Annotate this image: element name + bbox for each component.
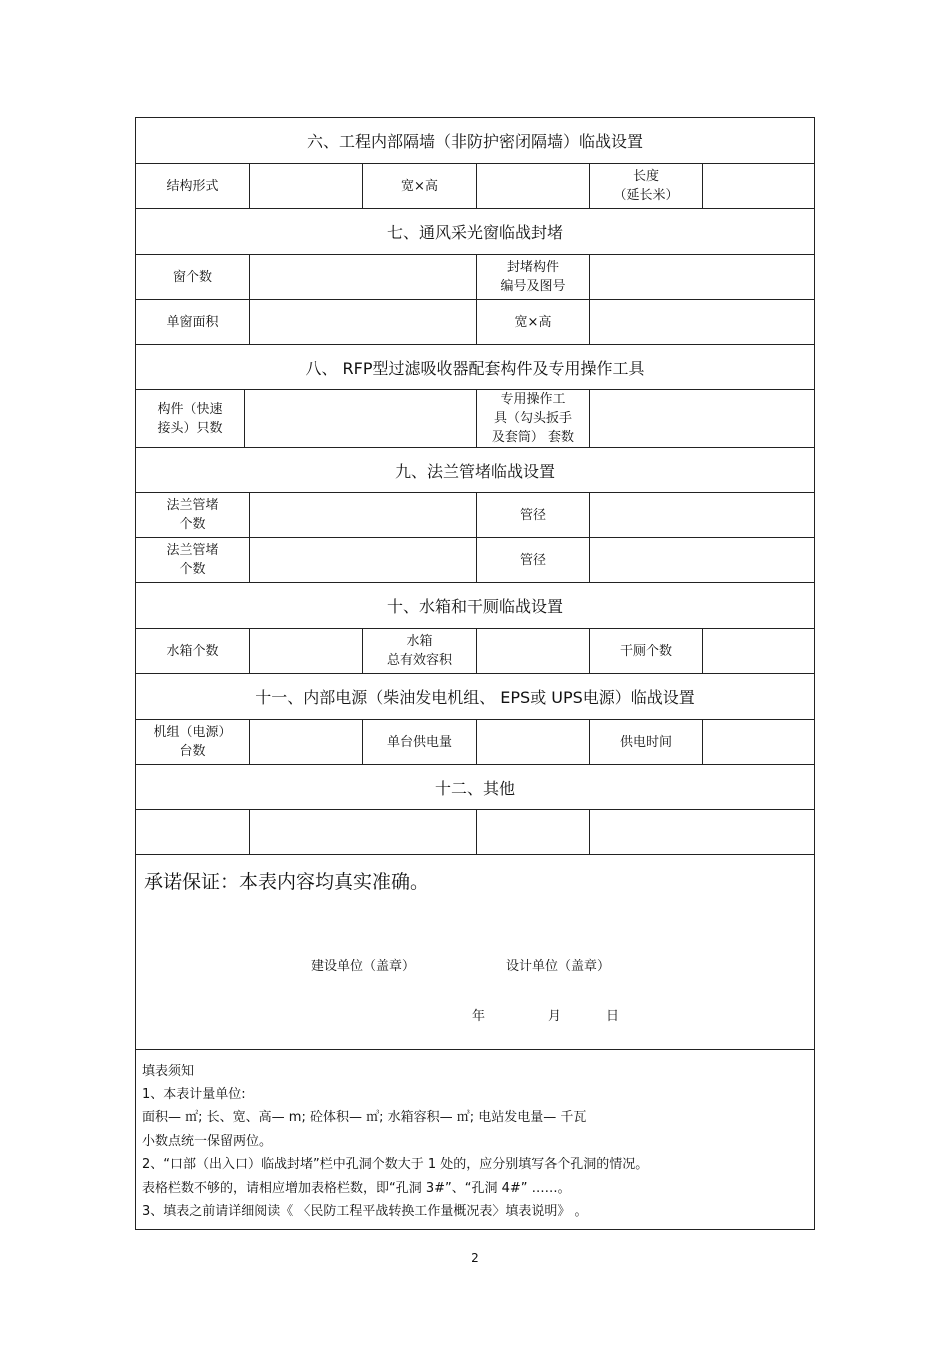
input-structure-form[interactable] [250, 164, 363, 208]
input-seal-component[interactable] [590, 255, 814, 299]
section-8-header [136, 345, 814, 390]
other-cell-3[interactable] [477, 810, 590, 854]
input-supply-time[interactable] [703, 720, 814, 764]
input-toilet-count[interactable] [703, 629, 814, 673]
label-tools: 专用操作工 具（勾头扳手 及套筒） 套数 [477, 390, 590, 447]
section-9-title: 九、法兰管堵临战设置 [394, 461, 555, 481]
input-width-height[interactable] [477, 164, 590, 208]
section-10-title: 十、水箱和干厕临战设置 [386, 597, 563, 616]
input-flange-count-2[interactable] [250, 538, 477, 582]
input-pipe-diameter-1[interactable] [590, 493, 814, 537]
label-tank-count: 水箱个数 [136, 629, 250, 673]
section-8-row [136, 390, 814, 448]
pledge-block [136, 855, 814, 1050]
section-11-title: 十一、内部电源（柴油发电机组、 EPS或 UPS电源）临战设置 [255, 688, 695, 707]
label-seal-component: 封堵构件 编号及图号 [477, 255, 590, 299]
instructions-heading: 填表须知 [142, 1064, 195, 1079]
label-flange-count-1: 法兰管堵 个数 [136, 493, 250, 537]
other-cell-1[interactable] [136, 810, 250, 854]
design-unit-seal: 设计单位（盖章） [506, 959, 611, 974]
instruction-line-4: 2、“口部（出入口）临战封堵”栏中孔洞个数大于 1 处的，应分别填写各个孔洞的情况。 [142, 1157, 649, 1172]
label-unit-count: 机组（电源） 台数 [136, 720, 250, 764]
instruction-line-2: 面积— ㎡; 长、宽、高— m; 砼体积— ㎥; 水箱容积— ㎥; 电站发电量— 千瓦 [142, 1110, 587, 1125]
section-11-header [136, 674, 814, 720]
form-table [135, 117, 815, 1230]
label-components: 构件（快速 接头）只数 [136, 390, 245, 447]
label-unit-power: 单台供电量 [363, 720, 477, 764]
section-6-title: 六、工程内部隔墙（非防护密闭隔墙）临战设置 [306, 132, 643, 151]
label-length: 长度 （延长米） [590, 164, 703, 208]
section-10-header [136, 583, 814, 629]
input-components[interactable] [245, 390, 477, 447]
label-toilet-count: 干厕个数 [590, 629, 703, 673]
label-pipe-diameter-1: 管径 [477, 493, 590, 537]
label-window-count: 窗个数 [136, 255, 250, 299]
section-7-row-2 [136, 300, 814, 345]
input-length[interactable] [703, 164, 814, 208]
label-window-area: 单窗面积 [136, 300, 250, 344]
section-7-title: 七、通风采光窗临战封堵 [386, 223, 563, 242]
section-11-row [136, 720, 814, 765]
input-flange-count-1[interactable] [250, 493, 477, 537]
section-12-header [136, 765, 814, 810]
input-pipe-diameter-2[interactable] [590, 538, 814, 582]
section-8-title: 八、 RFP型过滤吸收器配套构件及专用操作工具 [305, 358, 645, 378]
instruction-line-6: 3、填表之前请详细阅读《 〈民防工程平战转换工作量概况表〉填表说明》 。 [142, 1204, 588, 1219]
other-cell-2[interactable] [250, 810, 477, 854]
input-tools[interactable] [590, 390, 814, 447]
label-tank-volume: 水箱 总有效容积 [363, 629, 477, 673]
label-window-size: 宽×高 [477, 300, 590, 344]
page-number: 2 [471, 1251, 479, 1265]
input-unit-count[interactable] [250, 720, 363, 764]
label-structure-form: 结构形式 [136, 164, 250, 208]
instruction-line-1: 1、本表计量单位: [142, 1087, 246, 1102]
section-6-header [136, 118, 814, 164]
label-width-height: 宽×高 [363, 164, 477, 208]
input-window-count[interactable] [250, 255, 477, 299]
other-cell-4[interactable] [590, 810, 814, 854]
input-window-size[interactable] [590, 300, 814, 344]
input-window-area[interactable] [250, 300, 477, 344]
label-flange-count-2: 法兰管堵 个数 [136, 538, 250, 582]
section-9-header [136, 448, 814, 493]
section-10-row [136, 629, 814, 674]
instruction-line-5: 表格栏数不够的，请相应增加表格栏数，即“孔洞 3#”、“孔洞 4#” ……。 [142, 1181, 571, 1196]
section-12-title: 十二、其他 [434, 778, 515, 798]
label-pipe-diameter-2: 管径 [477, 538, 590, 582]
input-tank-volume[interactable] [477, 629, 590, 673]
section-9-row-2 [136, 538, 814, 583]
input-tank-count[interactable] [250, 629, 363, 673]
label-supply-time: 供电时间 [590, 720, 703, 764]
construction-unit-seal: 建设单位（盖章） [311, 959, 416, 974]
section-12-row [136, 810, 814, 855]
date-year: 年 [472, 1009, 486, 1024]
pledge-title: 承诺保证：本表内容均真实准确。 [144, 871, 430, 893]
input-unit-power[interactable] [477, 720, 590, 764]
section-9-row-1 [136, 493, 814, 538]
date-month: 月 [548, 1009, 562, 1024]
date-day: 日 [606, 1009, 620, 1024]
section-6-row [136, 164, 814, 209]
section-7-header [136, 209, 814, 255]
instructions-block [136, 1050, 814, 1230]
instruction-line-3: 小数点统一保留两位。 [142, 1134, 273, 1149]
section-7-row-1 [136, 255, 814, 300]
